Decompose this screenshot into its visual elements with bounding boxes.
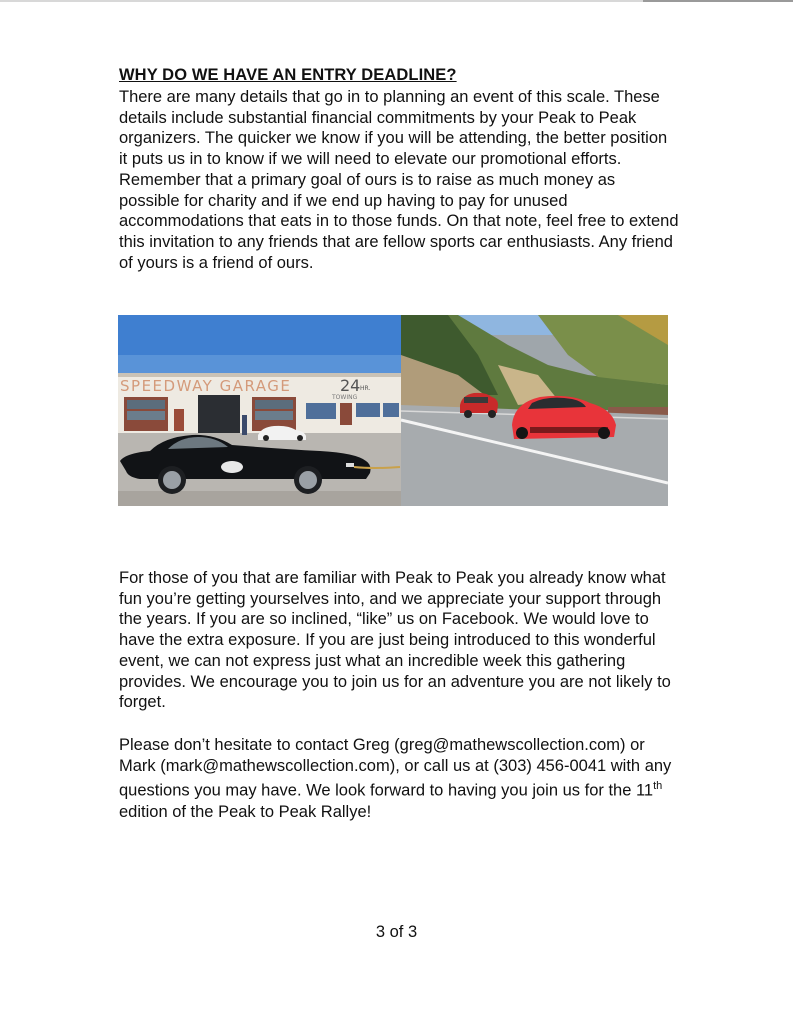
paragraph-entry-deadline: There are many details that go in to planning an event of this scale. These details include substantial financial commitments by your Peak to Peak organizers. The quicker we know if you will be attending, the better position it puts us in to know if we will need to elevate our promotional efforts. Remember that a primary goal of ours is to raise as much money as possible for charity and if we end up having to pay for unused accommodations that eats in to those funds. On that note, feel free to extend this invitation to any friends that are fellow sports car enthusiasts. Any friend of yours is a friend of ours. xyxy=(119,88,679,272)
ordinal-suffix: th xyxy=(653,780,663,793)
contact-text: Please don’t hesitate to contact Greg (greg@mathewscollection.com) or Mark (mark@mathewscollection.com), or call us at (303) 456-0041 with any questions you may have. We look forward to having you join us for the 11 xyxy=(119,736,672,800)
paragraph-peak-to-peak: For those of you that are familiar with Peak to Peak you already know what fun you’re getting yourselves into, and we appreciate your support through the years. If you are so inclined, “like” us on Facebook. We would love to have the extra exposure. If you are just being introduced to this wonderful event, we can not express just what an incredible week this gathering provides. We encourage you to join us for an adventure you are not likely to forget. xyxy=(119,569,671,712)
garage-sign-towing: TOWING xyxy=(332,394,358,401)
paragraph-contact xyxy=(119,735,679,822)
photo-mountain-road xyxy=(401,315,668,506)
photo-strip xyxy=(118,315,668,506)
photo-speedway-garage xyxy=(118,315,401,506)
garage-sign-hr: HR. xyxy=(360,385,371,392)
scan-edge-line-dark xyxy=(643,0,793,2)
garage-sign-text: SPEEDWAY GARAGE xyxy=(120,377,292,395)
page-number: 3 of 3 xyxy=(375,923,418,941)
contact-text-end: edition of the Peak to Peak Rallye! xyxy=(119,802,372,821)
section-heading: WHY DO WE HAVE AN ENTRY DEADLINE? xyxy=(119,66,457,84)
garage-sign-hours: 24 xyxy=(340,376,361,395)
